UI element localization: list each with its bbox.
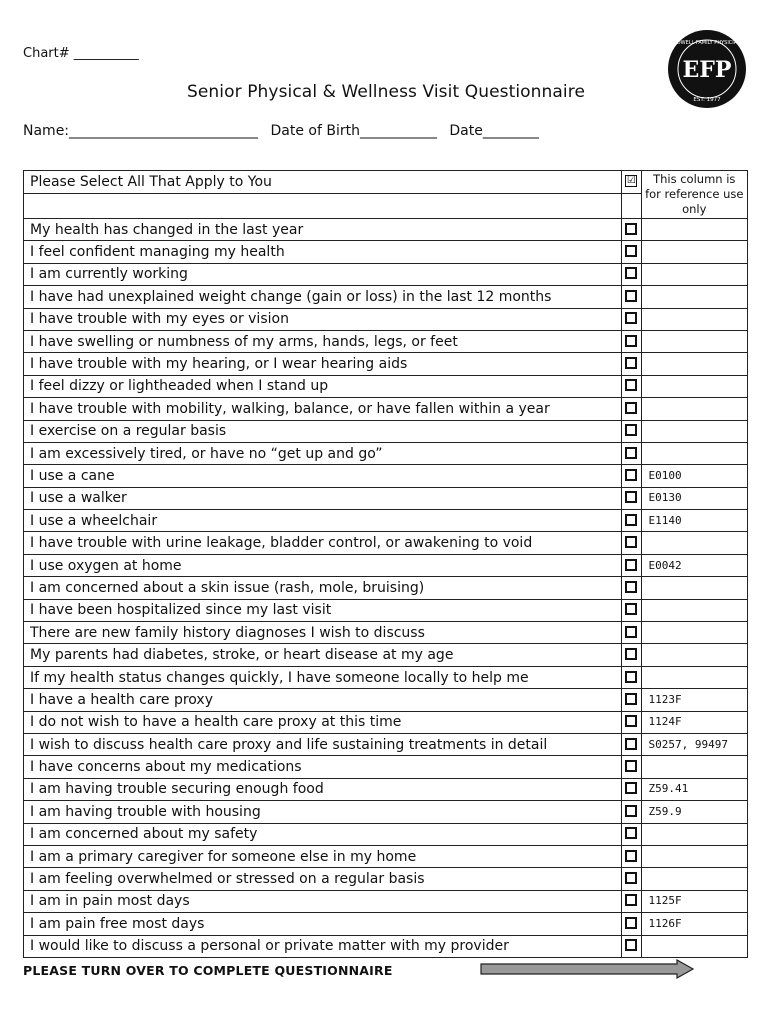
table-row: [24, 689, 748, 711]
question-text: I am a primary caregiver for someone else in my home: [24, 845, 622, 867]
question-text: I have trouble with my eyes or vision: [24, 308, 622, 330]
checkbox-icon[interactable]: [625, 469, 637, 481]
checkbox-icon[interactable]: [625, 827, 637, 839]
checkbox-icon[interactable]: [625, 447, 637, 459]
reference-code: [641, 308, 747, 330]
reference-code: [641, 263, 747, 285]
checkbox-icon[interactable]: [625, 760, 637, 772]
question-text: I am currently working: [24, 263, 622, 285]
table-row: [24, 487, 748, 509]
question-text: I exercise on a regular basis: [24, 420, 622, 442]
question-text: I use a cane: [24, 465, 622, 487]
checkbox-icon[interactable]: [625, 559, 637, 571]
reference-code: E1140: [641, 510, 747, 532]
checkbox-icon[interactable]: [625, 290, 637, 302]
question-text: I am having trouble securing enough food: [24, 778, 622, 800]
reference-code: 1126F: [641, 913, 747, 935]
questionnaire-table: [23, 170, 748, 958]
date-field[interactable]: Date________: [449, 123, 539, 139]
checkbox-cell[interactable]: [622, 599, 641, 621]
checkbox-icon[interactable]: [625, 693, 637, 705]
reference-code: [641, 532, 747, 554]
checkbox-cell[interactable]: [622, 487, 641, 509]
table-row: [24, 778, 748, 800]
table-row: [24, 890, 748, 912]
checkbox-icon[interactable]: [625, 581, 637, 593]
question-text: My health has changed in the last year: [24, 219, 622, 241]
question-text: My parents had diabetes, stroke, or heart disease at my age: [24, 644, 622, 666]
reference-code: [641, 241, 747, 263]
checkbox-cell[interactable]: [622, 577, 641, 599]
question-text: I have trouble with urine leakage, bladder control, or awakening to void: [24, 532, 622, 554]
checkbox-icon[interactable]: [625, 536, 637, 548]
question-text: I have had unexplained weight change (gain or loss) in the last 12 months: [24, 286, 622, 308]
question-text: I have a health care proxy: [24, 689, 622, 711]
checkbox-icon[interactable]: [625, 738, 637, 750]
logo-initials: EFP: [682, 57, 732, 83]
question-text: I am pain free most days: [24, 913, 622, 935]
checkbox-cell[interactable]: [622, 375, 641, 397]
right-arrow-icon: [480, 959, 695, 979]
checkbox-icon[interactable]: [625, 782, 637, 794]
checkbox-icon[interactable]: [625, 850, 637, 862]
table-row: [24, 398, 748, 420]
checkbox-cell[interactable]: [622, 644, 641, 666]
page-title: Senior Physical & Wellness Visit Questionnaire: [186, 82, 586, 102]
reference-code: [641, 599, 747, 621]
table-row: [24, 577, 748, 599]
question-text: I am feeling overwhelmed or stressed on a regular basis: [24, 868, 622, 890]
checkbox-icon[interactable]: [625, 805, 637, 817]
checkbox-cell[interactable]: [622, 532, 641, 554]
reference-code: 1123F: [641, 689, 747, 711]
checkbox-cell[interactable]: [622, 554, 641, 576]
question-text: I use a walker: [24, 487, 622, 509]
dob-field[interactable]: Date of Birth___________: [270, 123, 437, 139]
checkbox-cell[interactable]: [622, 868, 641, 890]
name-field[interactable]: Name:___________________________: [23, 123, 259, 139]
table-header-text: Please Select All That Apply to You: [24, 171, 622, 194]
checkbox-cell[interactable]: [622, 510, 641, 532]
reference-code: Z59.41: [641, 778, 747, 800]
table-row: [24, 599, 748, 621]
table-header-spacer: [24, 193, 748, 218]
checkbox-icon[interactable]: [625, 514, 637, 526]
table-row: [24, 868, 748, 890]
question-text: I have swelling or numbness of my arms, hands, legs, or feet: [24, 330, 622, 352]
table-row: [24, 420, 748, 442]
reference-code: [641, 868, 747, 890]
checkbox-cell[interactable]: [622, 622, 641, 644]
checkbox-icon[interactable]: [625, 939, 637, 951]
checkbox-cell[interactable]: [622, 845, 641, 867]
reference-code: E0100: [641, 465, 747, 487]
checkbox-cell[interactable]: [622, 778, 641, 800]
question-text: I use oxygen at home: [24, 554, 622, 576]
checkbox-icon[interactable]: [625, 917, 637, 929]
question-text: I do not wish to have a health care proxy at this time: [24, 711, 622, 733]
checkbox-icon[interactable]: [625, 894, 637, 906]
table-row: [24, 845, 748, 867]
question-text: I am in pain most days: [24, 890, 622, 912]
table-row: [24, 666, 748, 688]
checkbox-cell[interactable]: [622, 442, 641, 464]
checkbox-cell[interactable]: [622, 286, 641, 308]
checkbox-cell[interactable]: [622, 801, 641, 823]
table-row: [24, 554, 748, 576]
reference-code: [641, 420, 747, 442]
table-row: [24, 465, 748, 487]
checkbox-icon[interactable]: [625, 312, 637, 324]
reference-code: [641, 622, 747, 644]
checkbox-cell[interactable]: [622, 711, 641, 733]
checkbox-cell[interactable]: [622, 756, 641, 778]
reference-code: 1125F: [641, 890, 747, 912]
checkbox-icon[interactable]: [625, 357, 637, 369]
checkbox-cell[interactable]: [622, 353, 641, 375]
patient-info-line: [23, 123, 539, 139]
question-text: I have concerns about my medications: [24, 756, 622, 778]
table-row: [24, 308, 748, 330]
question-text: I have been hospitalized since my last visit: [24, 599, 622, 621]
reference-code: Z59.9: [641, 801, 747, 823]
table-row: [24, 375, 748, 397]
table-row: [24, 935, 748, 957]
checkbox-cell[interactable]: [622, 823, 641, 845]
question-text: I have trouble with my hearing, or I wear hearing aids: [24, 353, 622, 375]
reference-code: [641, 577, 747, 599]
checkbox-cell[interactable]: [622, 666, 641, 688]
checkbox-cell[interactable]: [622, 913, 641, 935]
reference-code: [641, 935, 747, 957]
question-text: I wish to discuss health care proxy and life sustaining treatments in detail: [24, 733, 622, 755]
question-text: I would like to discuss a personal or private matter with my provider: [24, 935, 622, 957]
checkbox-icon[interactable]: [625, 491, 637, 503]
checkbox-cell[interactable]: [622, 219, 641, 241]
reference-code: [641, 286, 747, 308]
table-row: [24, 913, 748, 935]
checkbox-icon[interactable]: [625, 603, 637, 615]
checkbox-icon[interactable]: [625, 335, 637, 347]
question-text: There are new family history diagnoses I wish to discuss: [24, 622, 622, 644]
checkbox-icon[interactable]: [625, 671, 637, 683]
question-text: I am excessively tired, or have no “get up and go”: [24, 442, 622, 464]
table-header-row: [24, 171, 748, 194]
question-text: I have trouble with mobility, walking, balance, or have fallen within a year: [24, 398, 622, 420]
checkbox-cell[interactable]: [622, 263, 641, 285]
checkbox-cell[interactable]: [622, 308, 641, 330]
checkbox-icon[interactable]: [625, 424, 637, 436]
table-row: [24, 644, 748, 666]
table-row: [24, 733, 748, 755]
checkbox-icon[interactable]: [625, 715, 637, 727]
table-row: [24, 510, 748, 532]
checkbox-cell[interactable]: [622, 689, 641, 711]
table-row: [24, 286, 748, 308]
reference-code: [641, 398, 747, 420]
question-text: I feel dizzy or lightheaded when I stand up: [24, 375, 622, 397]
reference-code: [641, 845, 747, 867]
logo-est: EST. 1977: [693, 97, 721, 103]
checkbox-icon[interactable]: [625, 626, 637, 638]
reference-code: [641, 219, 747, 241]
checkbox-cell[interactable]: [622, 733, 641, 755]
table-row: [24, 330, 748, 352]
table-row: [24, 353, 748, 375]
question-text: If my health status changes quickly, I have someone locally to help me: [24, 666, 622, 688]
checkbox-icon[interactable]: [625, 648, 637, 660]
reference-column-note: This column is for reference use only: [641, 171, 747, 219]
header-check-icon: ☑: [622, 171, 641, 194]
checkbox-cell[interactable]: [622, 241, 641, 263]
reference-code: [641, 353, 747, 375]
question-text: I am having trouble with housing: [24, 801, 622, 823]
reference-code: [641, 330, 747, 352]
checkbox-cell[interactable]: [622, 935, 641, 957]
reference-code: [641, 823, 747, 845]
reference-code: E0042: [641, 554, 747, 576]
checkbox-cell[interactable]: [622, 330, 641, 352]
reference-code: [641, 756, 747, 778]
reference-code: 1124F: [641, 711, 747, 733]
table-row: [24, 532, 748, 554]
question-text: I feel confident managing my health: [24, 241, 622, 263]
checkbox-icon[interactable]: [625, 402, 637, 414]
question-text: I use a wheelchair: [24, 510, 622, 532]
checkbox-icon[interactable]: [625, 267, 637, 279]
table-row: [24, 622, 748, 644]
table-row: [24, 711, 748, 733]
reference-code: S0257, 99497: [641, 733, 747, 755]
turn-over-notice: PLEASE TURN OVER TO COMPLETE QUESTIONNAIRE: [23, 963, 393, 978]
logo-ring-text: ENDWELL FAMILY PHYSICIANS: [669, 40, 745, 46]
table-row: [24, 442, 748, 464]
table-row: [24, 241, 748, 263]
checkbox-cell[interactable]: [622, 398, 641, 420]
table-row: [24, 756, 748, 778]
table-row: [24, 219, 748, 241]
table-row: [24, 263, 748, 285]
reference-code: [641, 442, 747, 464]
checkbox-cell[interactable]: [622, 890, 641, 912]
reference-code: E0130: [641, 487, 747, 509]
table-row: [24, 801, 748, 823]
table-row: [24, 823, 748, 845]
checkbox-cell[interactable]: [622, 465, 641, 487]
reference-code: [641, 666, 747, 688]
checkbox-icon[interactable]: [625, 223, 637, 235]
checkbox-icon[interactable]: [625, 872, 637, 884]
question-text: I am concerned about a skin issue (rash, mole, bruising): [24, 577, 622, 599]
checkbox-cell[interactable]: [622, 420, 641, 442]
checkbox-icon[interactable]: [625, 245, 637, 257]
checkbox-icon[interactable]: [625, 379, 637, 391]
chart-number-field[interactable]: Chart# __________: [23, 46, 139, 61]
question-text: I am concerned about my safety: [24, 823, 622, 845]
reference-code: [641, 644, 747, 666]
reference-code: [641, 375, 747, 397]
